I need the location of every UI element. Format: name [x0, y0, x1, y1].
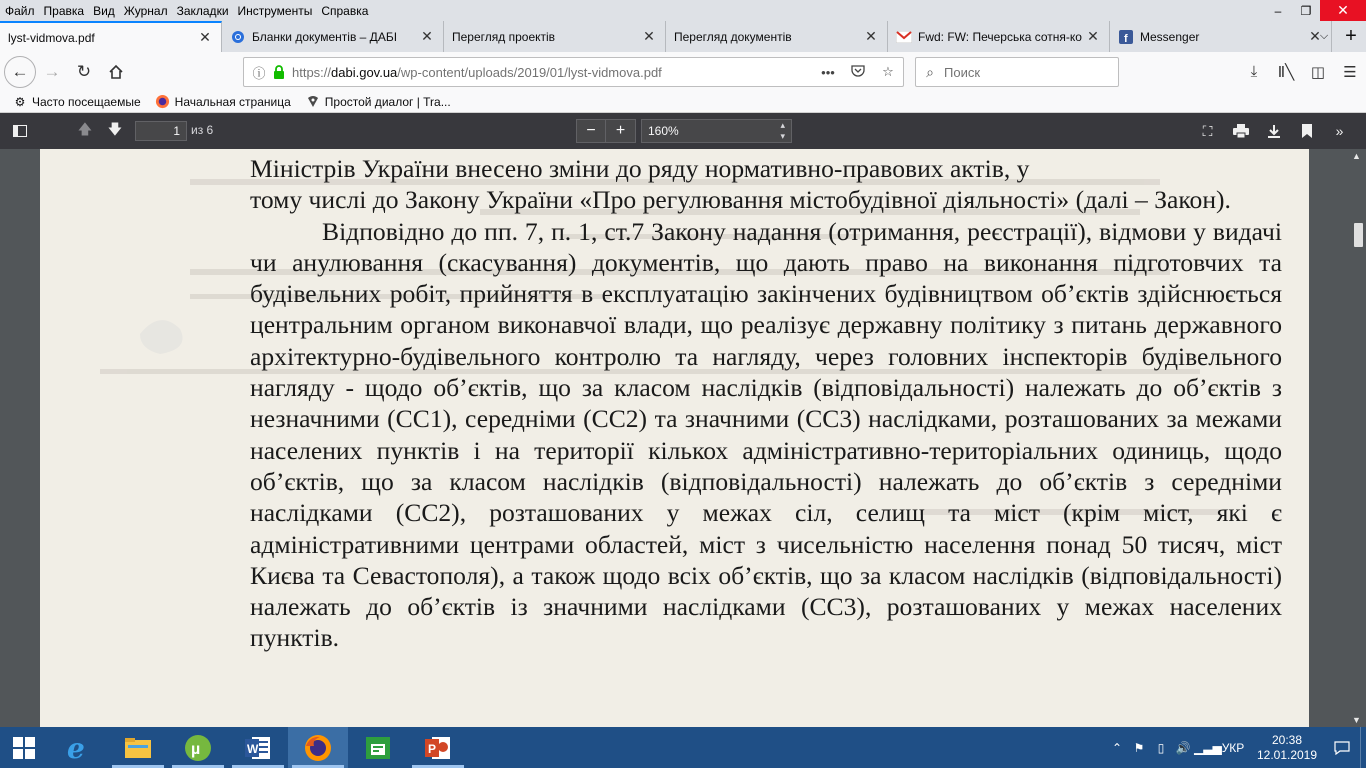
partial-line: Міністрів України внесено зміни до ряду нормативно-правових актів, у	[250, 154, 1030, 183]
tab-perehliad-proektiv[interactable]	[444, 21, 666, 52]
scrollbar-thumb[interactable]	[1354, 223, 1363, 247]
sidebar-icon[interactable]: ◫	[1310, 63, 1326, 81]
bookmark-label: Начальная страница	[174, 94, 291, 109]
svg-text:P: P	[428, 741, 437, 756]
tab-gmail-fwd[interactable]	[888, 21, 1110, 52]
svg-text:µ: µ	[191, 740, 201, 758]
tab-label: lyst-vidmova.pdf	[8, 30, 95, 45]
menu-icon[interactable]: ☰	[1343, 63, 1357, 81]
file-explorer-icon[interactable]	[108, 727, 168, 768]
tab-perehliad-dokumentiv[interactable]	[666, 21, 888, 52]
scroll-up-icon[interactable]: ▲	[1352, 151, 1361, 161]
search-placeholder: Поиск	[944, 64, 981, 80]
gmail-icon	[896, 29, 912, 45]
tab-blanky-dokumentiv[interactable]	[222, 21, 444, 52]
facebook-icon	[1118, 29, 1134, 45]
zoom-value: 160%	[648, 124, 679, 138]
restore-icon[interactable]: ❐	[1300, 3, 1312, 18]
close-tab-icon[interactable]: ✕	[643, 28, 655, 44]
next-page-icon[interactable]: 🡇	[107, 121, 123, 137]
show-desktop-button[interactable]	[1360, 727, 1366, 768]
clock[interactable]	[1250, 733, 1324, 763]
tab-label: Бланки документів – ДАБІ	[252, 29, 398, 44]
menu-view[interactable]: Вид	[93, 3, 115, 18]
pdf-tools-right	[1191, 119, 1356, 143]
tab-label: Messenger	[1140, 29, 1200, 44]
menu-history[interactable]: Журнал	[123, 3, 168, 18]
page-actions-icon[interactable]: •••	[821, 64, 835, 80]
menu-bookmarks[interactable]: Закладки	[176, 3, 229, 18]
firefox-icon	[155, 94, 171, 110]
menu-edit[interactable]: Правка	[43, 3, 85, 18]
paragraph-1-continued: тому числі до Закону України «Про регулювання містобудівної діяльності» (далі – Закон).	[250, 185, 1231, 215]
pdf-toolbar	[0, 113, 1366, 149]
search-input[interactable]	[915, 57, 1119, 87]
save-icon[interactable]	[1257, 119, 1290, 143]
tab-strip	[0, 21, 1366, 52]
bookmark-most-visited[interactable]	[12, 94, 141, 110]
chevron-updown-icon: ▴ ▾	[780, 120, 785, 141]
globe-icon	[230, 29, 246, 45]
pdf-viewer[interactable]	[0, 149, 1366, 727]
notifications-icon[interactable]	[1324, 741, 1360, 755]
volume-icon[interactable]: 🔊	[1175, 740, 1191, 755]
bookmark-star-icon[interactable]: ☆	[882, 64, 894, 79]
tab-label: Перегляд проектів	[452, 29, 556, 44]
close-tab-icon[interactable]: ✕	[199, 29, 211, 45]
bookmark-simple-dialog[interactable]	[305, 94, 451, 110]
close-tab-icon[interactable]: ✕	[1309, 28, 1321, 44]
bookmark-start-page[interactable]	[155, 94, 291, 110]
home-button[interactable]	[100, 56, 132, 88]
presentation-mode-icon[interactable]: ⛶	[1202, 122, 1213, 139]
print-icon[interactable]	[1224, 119, 1257, 143]
url-domain: dabi.gov.ua	[331, 64, 398, 80]
zoom-out-button[interactable]: −	[576, 119, 606, 143]
dialog-icon	[305, 94, 321, 110]
lock-icon[interactable]	[270, 65, 288, 79]
url-bar[interactable]	[243, 57, 904, 87]
window-controls	[1264, 0, 1366, 21]
zoom-select[interactable]	[641, 119, 792, 143]
downloads-icon[interactable]: ⤓	[1250, 63, 1258, 80]
pocket-icon[interactable]	[843, 64, 873, 81]
bookmark-label: Часто посещаемые	[32, 94, 141, 109]
start-button[interactable]	[0, 727, 48, 768]
tab-lyst-vidmova[interactable]	[0, 21, 222, 52]
tab-label: Fwd: FW: Печерська сотня-ко	[918, 29, 1082, 44]
close-tab-icon[interactable]: ✕	[865, 28, 877, 44]
paragraph-2: Відповідно до пп. 7, п. 1, ст.7 Закону надання (отримання, реєстрації), відмови у видачі чи анулювання (скасування) документів, що дають право на виконання підготовчих та будівельних робіт, прийняття в експлуатацію закінчених будівництвом об’єктів здійснюється центральним органом виконавчої влади, що реалізує державну політику з питань державного архітектурно-будівельного контролю та нагляду, через головних інспекторів будівельного нагляду - щодо об’єктів, що за класом наслідків (відповідальності) належать до об’єктів з незначними (СС1), середніми (СС2) та значними (СС3) наслідками, розташованих за межами населених пунктів і на території кількох адміністративно-територіальних одиниць, щодо об’єктів, що за класом наслідків (відповідальності) належать до об’єктів з середніми наслідками (СС2), розташованих у межах сіл, селищ та міст (крім міст, які є адміністративними центрами областей, міст з чисельністю населення понад 50 тисяч, міст Києва та Севастополя), а також щодо всіх об’єктів, що за класом наслідків (відповідальності) належать до об’єктів із значними наслідками (СС3), розташованих у межах населених пунктів.	[250, 216, 1282, 653]
reload-button[interactable]: ↻	[76, 61, 92, 81]
menu-tools[interactable]: Инструменты	[237, 3, 313, 18]
page-count: из 6	[191, 123, 214, 137]
scroll-down-icon[interactable]: ▼	[1352, 715, 1361, 725]
bookmark-label: Простой диалог | Tra...	[324, 94, 451, 109]
project-icon[interactable]	[348, 727, 408, 768]
back-button[interactable]: ←	[4, 56, 36, 88]
navigation-toolbar	[0, 52, 1366, 91]
new-tab-button[interactable]: +	[1345, 25, 1357, 47]
utorrent-icon[interactable]	[168, 727, 228, 768]
bookmarks-toolbar	[0, 91, 1366, 113]
search-icon: ⌕	[926, 63, 934, 80]
sidebar-toggle-icon[interactable]	[5, 119, 35, 143]
close-tab-icon[interactable]: ✕	[421, 28, 433, 44]
tab-list-icon[interactable]: ⌵	[1319, 30, 1329, 42]
tab-messenger[interactable]	[1110, 21, 1332, 52]
url-scheme: https://	[292, 64, 332, 80]
firefox-icon[interactable]	[288, 727, 348, 768]
system-tray	[1106, 727, 1366, 768]
language-indicator[interactable]: УКР	[1221, 740, 1245, 755]
svg-text:f: f	[1124, 32, 1128, 44]
url-path: /wp-content/uploads/2019/01/lyst-vidmova.pdf	[397, 64, 662, 80]
toolbar-right	[1238, 52, 1366, 91]
gear-icon: ⚙	[14, 94, 26, 109]
previous-page-icon[interactable]: 🡅	[77, 121, 93, 137]
page-number-input[interactable]: 1	[135, 121, 187, 141]
clock-date: 12.01.2019	[1256, 747, 1318, 762]
powerpoint-icon[interactable]	[408, 727, 468, 768]
bookmark-view-icon[interactable]	[1290, 119, 1323, 143]
library-icon[interactable]: Ⅱ╲	[1277, 63, 1295, 81]
minimize-icon[interactable]: –	[1274, 3, 1282, 18]
zoom-controls	[576, 119, 636, 143]
clock-time: 20:38	[1271, 732, 1303, 747]
tools-menu-icon[interactable]: »	[1335, 123, 1344, 139]
flag-icon[interactable]: ⚑	[1133, 740, 1145, 755]
close-tab-icon[interactable]: ✕	[1087, 28, 1099, 44]
close-window-icon[interactable]: ✕	[1320, 0, 1366, 21]
word-icon[interactable]	[228, 727, 288, 768]
tab-label: Перегляд документів	[674, 29, 792, 44]
menu-help[interactable]: Справка	[321, 3, 369, 18]
forward-button[interactable]: →	[43, 61, 61, 81]
pdf-page	[40, 149, 1309, 727]
menu-bar	[0, 0, 1366, 21]
battery-icon[interactable]: ▯	[1157, 740, 1165, 755]
document-text	[250, 153, 1282, 654]
svg-text:W: W	[247, 741, 259, 756]
network-icon[interactable]: ▁▃▅	[1194, 740, 1222, 755]
menu-file[interactable]: Файл	[5, 3, 35, 18]
svg-text:e: e	[67, 733, 85, 762]
url-text	[288, 65, 813, 80]
chevron-up-icon[interactable]: ⌃	[1111, 740, 1123, 755]
zoom-in-button[interactable]: +	[606, 119, 636, 143]
vertical-scrollbar[interactable]	[1350, 149, 1366, 727]
ie-icon[interactable]	[48, 727, 108, 768]
info-icon[interactable]: ⓘ	[252, 65, 266, 81]
windows-taskbar	[0, 727, 1366, 768]
windows-logo-icon	[13, 737, 35, 759]
